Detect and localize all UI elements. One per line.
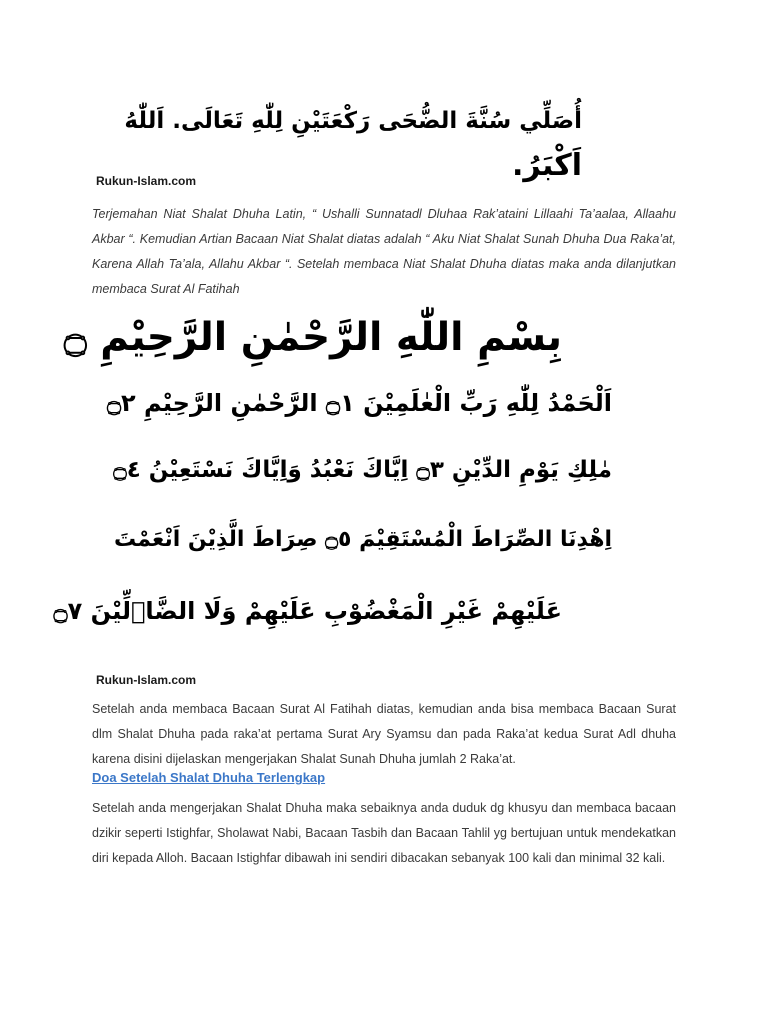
niat-arabic-line-1: أُصَلِّي سُنَّةَ الضُّحَى رَكْعَتَيْنِ لِلّٰهِ تَعَالَى. اَللّٰهُ (124, 108, 582, 134)
doa-heading-link[interactable]: Doa Setelah Shalat Dhuha Terlengkap (92, 770, 326, 785)
surat-instruction-paragraph: Setelah anda membaca Bacaan Surat Al Fatihah diatas, kemudian anda bisa membaca Bacaan Surat dlm Shalat Dhuha pada raka’at pertama Surat Ary Syamsu dan pada Raka’at kedua Surat Adl dhuha karena disini dijelaskan mengerjakan Shalat Sunah Dhuha jumlah 2 Raka’at. (92, 702, 676, 766)
niat-translation-paragraph: Terjemahan Niat Shalat Dhuha Latin, “ Ushalli Sunnatadl Dluhaa Rak’ataini Lillaahi Ta’aalaa, Allaahu Akbar “. Kemudian Artian Bacaan Niat Shalat diatas adalah “ Aku Niat Shalat Sunah Dhuha Dua Raka’at, Karena Allah Ta’ala, Allahu Akbar “. Setelah membaca Niat Shalat Dhuha diatas maka anda dilanjutkan membaca Surat Al Fatihah (92, 207, 676, 296)
al-fatihah-arabic-image (53, 305, 622, 691)
dzikir-paragraph: Setelah anda mengerjakan Shalat Dhuha maka sebaiknya anda duduk dg khusyu dan membaca bacaan dzikir seperti Istighfar, Sholawat Nabi, Bacaan Tasbih dan Bacaan Tahlil yg bertujuan untuk mendekatkan diri kepada Alloh. Bacaan Istighfar dibawah ini sendiri dibacakan sebanyak 100 kali dan minimal 32 kali. (92, 801, 676, 865)
niat-arabic-line-2: اَكْبَرُ. (511, 148, 582, 183)
fatihah-line-5: عَلَيْهِمْ غَيْرِ الْمَغْضُوْبِ عَلَيْهِمْ وَلَا الضَّاۤلِّيْنَ ۝٧ (53, 597, 562, 625)
fatihah-line-3: مٰلِكِ يَوْمِ الدِّيْنِ ۝٣ اِيَّاكَ نَعْبُدُ وَاِيَّاكَ نَسْتَعِيْنُ ۝٤ (113, 457, 612, 483)
niat-arabic-image (92, 104, 582, 190)
fatihah-line-4: اِهْدِنَا الصِّرَاطَ الْمُسْتَقِيْمَ ۝٥ صِرَاطَ الَّذِيْنَ اَنْعَمْتَ (113, 527, 612, 552)
fatihah-line-1: بِسْمِ اللّٰهِ الرَّحْمٰنِ الرَّحِيْمِ ۝ (63, 315, 562, 360)
fatihah-line-2: اَلْحَمْدُ لِلّٰهِ رَبِّ الْعٰلَمِيْنَ ۝١ الرَّحْمٰنِ الرَّحِيْمِ ۝٢ (106, 389, 612, 417)
image-watermark: Rukun-Islam.com (96, 673, 197, 687)
image-watermark: Rukun-Islam.com (96, 174, 197, 188)
